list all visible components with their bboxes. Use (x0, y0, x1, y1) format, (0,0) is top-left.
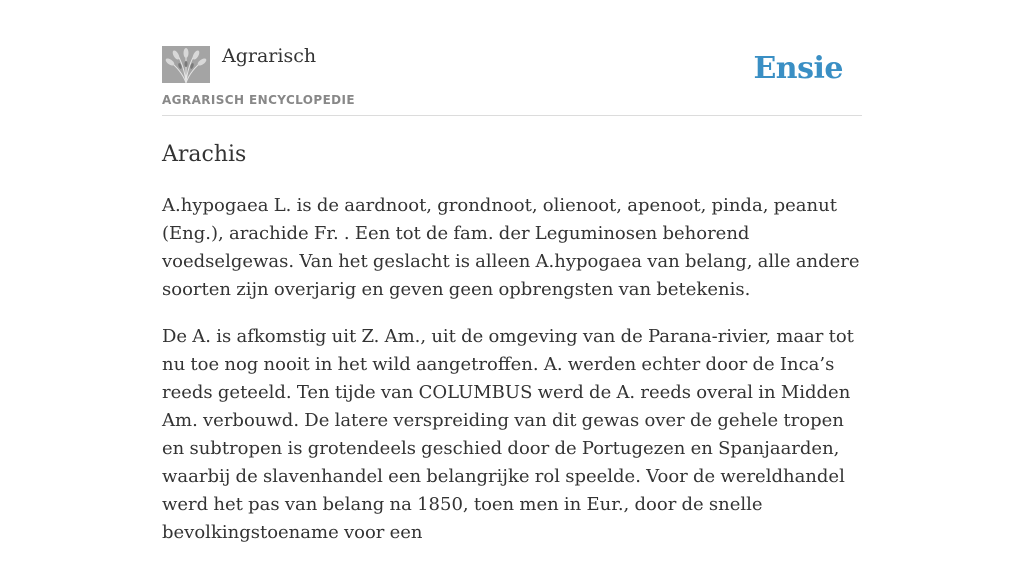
brand-logo-link[interactable]: Ensie (753, 51, 843, 86)
site-subtitle: AGRARISCH ENCYCLOPEDIE (162, 93, 355, 107)
content-container (162, 0, 862, 566)
site-header (162, 0, 862, 116)
article-body (162, 192, 862, 547)
article-paragraph: A.hypogaea L. is de aardnoot, grondnoot, olienoot, apenoot, pinda, peanut (Eng.), arachide Fr. . Een tot de fam. der Leguminosen behorend voedselgewas. Van het geslacht is alleen A.hypogaea van belang, alle andere soorten zijn overjarig en geven geen opbrengsten van betekenis. (162, 195, 860, 300)
site-name-link[interactable]: Agrarisch (222, 45, 317, 67)
article-paragraph: De A. is afkomstig uit Z. Am., uit de omgeving van de Parana-rivier, maar tot nu toe nog nooit in het wild aangetroffen. A. werden echter door de Inca’s reeds geteeld. Ten tijde van COLUMBUS werd de A. reeds overal in Midden Am. verbouwd. De latere verspreiding van dit gewas over de gehele tropen en subtropen is grotendeels geschied door de Portugezen en Spanjaarden, waarbij de slavenhandel een belangrijke rol speelde. Voor de wereldhandel werd het pas van belang na 1850, toen men in Eur., door de snelle bevolkingstoename voor een (162, 326, 854, 543)
article-title: Arachis (162, 142, 247, 167)
wheat-ears-icon[interactable] (162, 46, 210, 83)
